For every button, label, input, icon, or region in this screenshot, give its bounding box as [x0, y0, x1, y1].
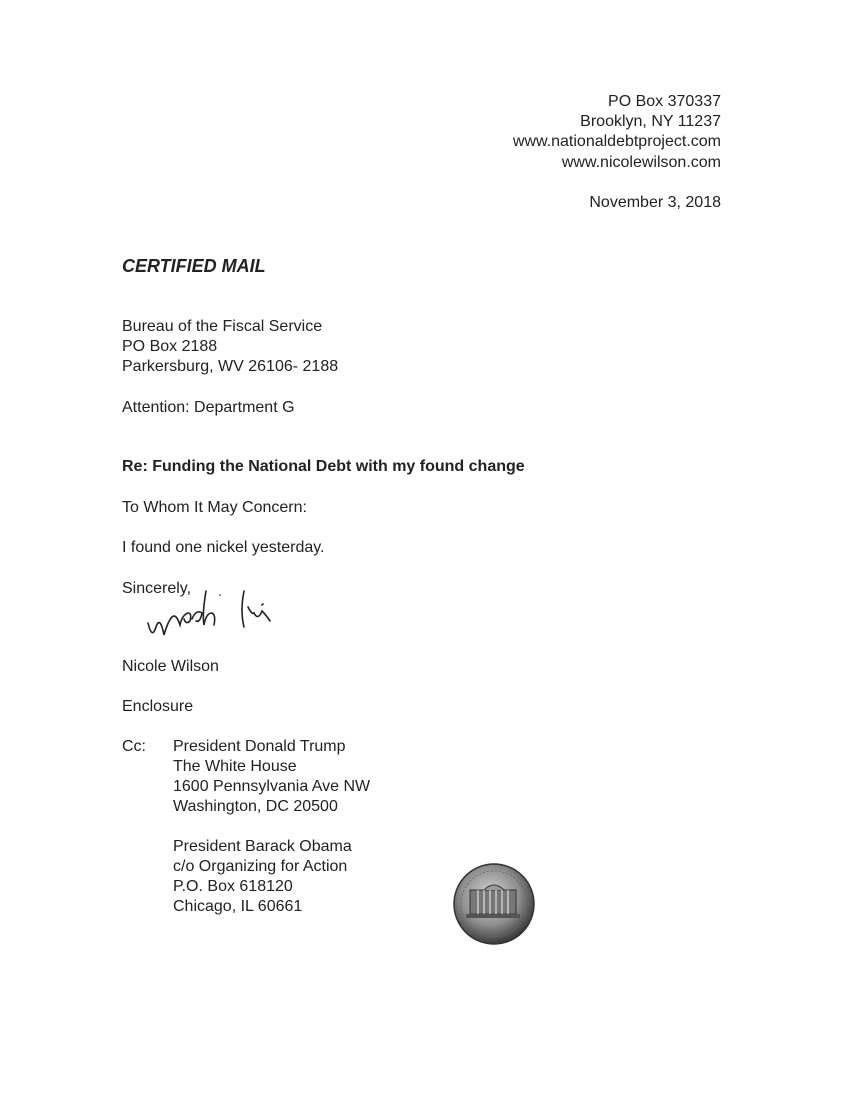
signer-name: Nicole Wilson [122, 658, 219, 675]
enclosure-note: Enclosure [122, 698, 194, 715]
recipient-line: Bureau of the Fiscal Service [122, 318, 323, 335]
mail-type: CERTIFIED MAIL [122, 256, 266, 276]
closing: Sincerely, [122, 580, 192, 597]
subject-line: Re: Funding the National Debt with my found change [122, 458, 525, 475]
cc-line: President Barack Obama [173, 838, 352, 855]
cc-line: P.O. Box 618120 [173, 878, 293, 895]
cc-line: Washington, DC 20500 [173, 798, 338, 815]
recipient-line: PO Box 2188 [122, 338, 218, 355]
cc-line: The White House [173, 758, 297, 775]
nickel-coin-image [448, 858, 540, 950]
sender-website: www.nationaldebtproject.com [512, 133, 721, 150]
cc-label: Cc: [122, 738, 146, 755]
cc-line: President Donald Trump [173, 738, 346, 755]
letter-body: I found one nickel yesterday. [122, 539, 325, 556]
cc-line: Chicago, IL 60661 [173, 898, 303, 915]
recipient-line: Parkersburg, WV 26106- 2188 [122, 358, 339, 375]
signature-image [140, 585, 310, 645]
sender-line: PO Box 370337 [608, 93, 721, 110]
attention-line: Attention: Department G [122, 399, 295, 416]
letter-date: November 3, 2018 [589, 194, 721, 211]
cc-line: c/o Organizing for Action [173, 858, 348, 875]
sender-website: www.nicolewilson.com [561, 154, 721, 171]
sender-line: Brooklyn, NY 11237 [580, 113, 721, 130]
cc-line: 1600 Pennsylvania Ave NW [173, 778, 371, 795]
salutation: To Whom It May Concern: [122, 499, 307, 516]
